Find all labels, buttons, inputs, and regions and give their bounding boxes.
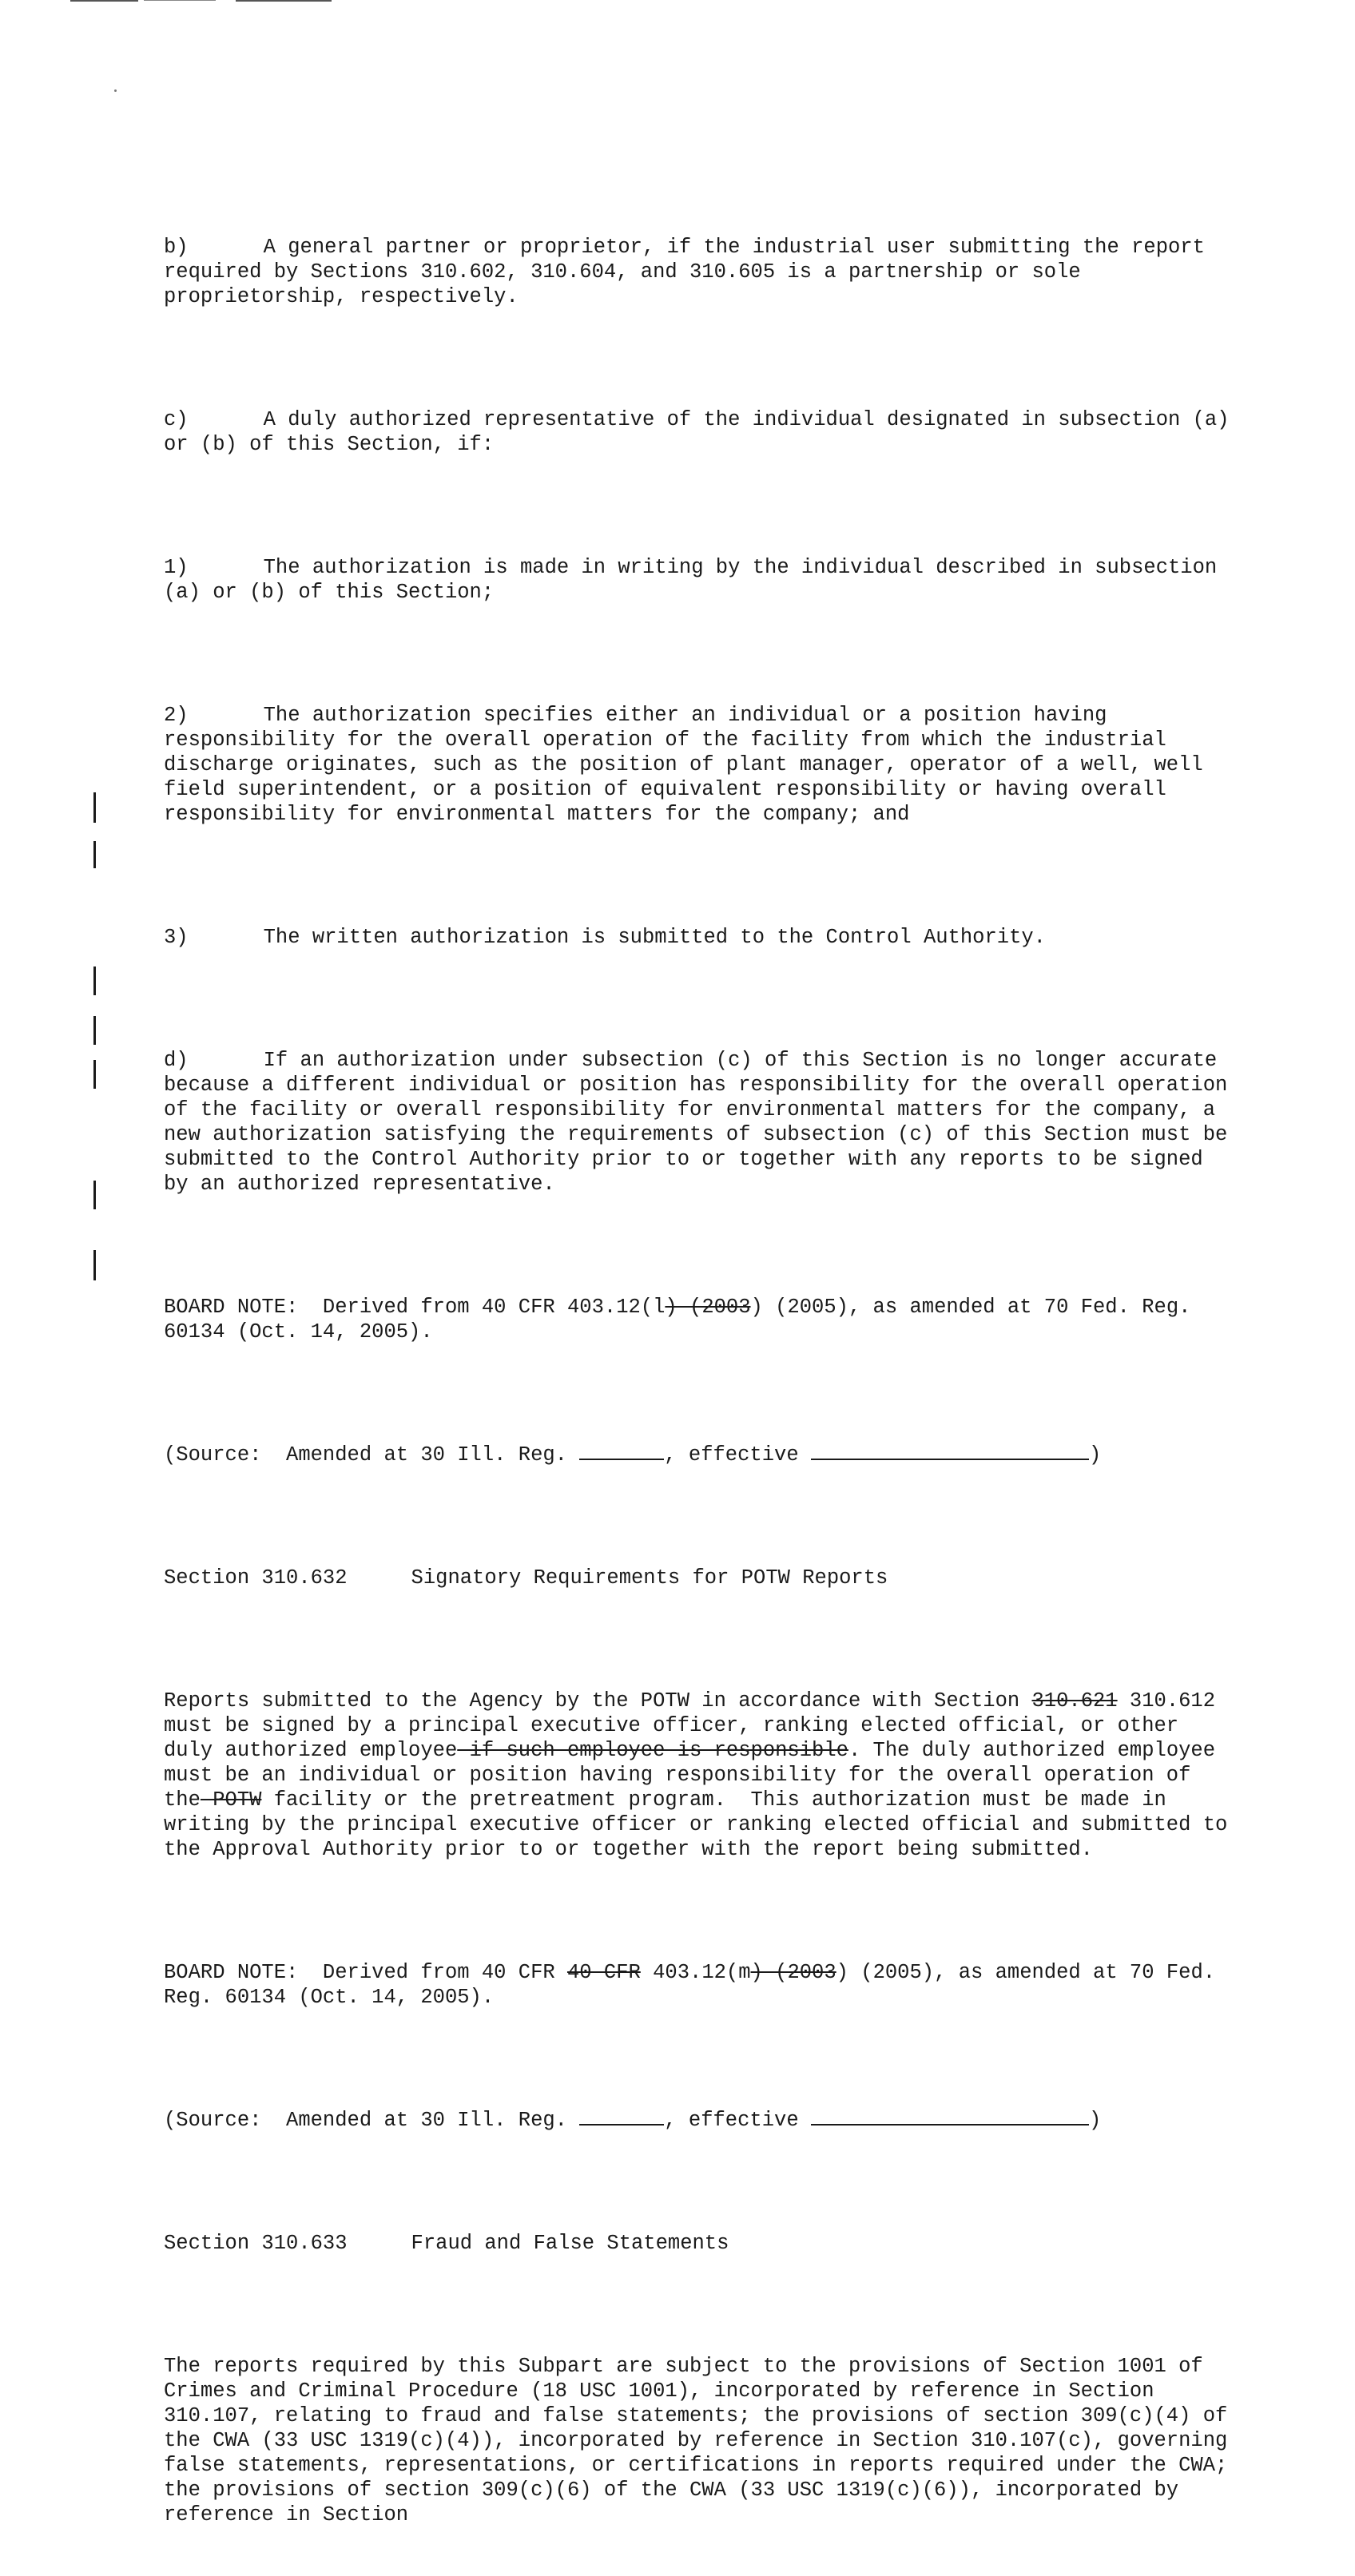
struck-blank xyxy=(963,2112,1089,2125)
revision-bar xyxy=(93,792,96,823)
paragraph-c3 xyxy=(164,925,1234,950)
revision-bar xyxy=(93,841,96,868)
paragraph-text: If an authorization under subsection (c) of this Section is no longer accurate because a different individual or position has responsibility for the overall operation of the facility or overall responsibility for environmental matters for the company, a new authorization satisfying the requirements of subsection (c) of this Section must be submitted to the Control Authority prior to or together with any reports to be signed by an authorized representative. xyxy=(164,1049,1240,1196)
struck-text: if such employee is responsible xyxy=(457,1739,848,1762)
paragraph-text: A duly authorized representative of the individual designated in subsection (a) or (b) of this Section, if: xyxy=(164,408,1242,456)
paragraph-number: 2) xyxy=(164,704,189,727)
revision-bar xyxy=(93,1060,96,1089)
paragraph-text: The authorization specifies either an individual or a position having responsibility for the overall operation of the facility from which the industrial discharge originates, such as the position of plant manager, operator of a well, well field superintendent, or a position of equivalent responsibility or having overall responsibility for environmental matters for the company; and xyxy=(164,704,1216,826)
revision-bar xyxy=(93,966,96,995)
struck-text: ) (2003 xyxy=(665,1296,751,1319)
section-number: Section 310.632 xyxy=(164,1566,348,1590)
struck-blank xyxy=(963,1447,1089,1460)
board-note-2: BOARD NOTE: Derived from 40 CFR 40 CFR 403.12(m) (2003) (2005), as amended at 70 Fed. Reg. 60134 (Oct. 14, 2005). xyxy=(164,1961,1228,2009)
blank-line xyxy=(579,2108,643,2125)
revision-bar xyxy=(93,1016,96,1045)
paragraph-c xyxy=(164,407,1242,457)
document-page xyxy=(164,185,1242,2576)
blank-line xyxy=(811,1443,963,1460)
paragraph-number: 3) xyxy=(164,926,189,949)
revision-bar xyxy=(93,1181,96,1209)
paragraph-number: b) xyxy=(164,236,189,259)
paragraph-b xyxy=(164,235,1234,309)
struck-blank xyxy=(643,2112,664,2125)
paragraph-text: The written authorization is submitted to the Control Authority. xyxy=(263,926,1046,949)
struck-blank xyxy=(643,1447,664,1460)
section-title: Fraud and False Statements xyxy=(411,2232,729,2255)
blank-line xyxy=(579,1443,643,1460)
paragraph-c2 xyxy=(164,703,1234,827)
source-note-1: (Source: Amended at 30 Ill. Reg. , effective ) xyxy=(164,1443,1102,1467)
section-310-632-heading xyxy=(164,1566,1234,1590)
paragraph-d xyxy=(164,1048,1240,1197)
board-note-1: BOARD NOTE: Derived from 40 CFR 403.12(l) (2003) (2005), as amended at 70 Fed. Reg. 60134 (Oct. 14, 2005). xyxy=(164,1296,1203,1344)
section-310-633-body: The reports required by this Subpart are subject to the provisions of Section 1001 of Crimes and Criminal Procedure (18 USC 1001), incorporated by reference in Section 310.107, relating to fraud and false statements; the provisions of section 309(c)(4) of the CWA (33 USC 1319(c)(4)), incorporated by reference in Section 310.107(c), governing false statements, representations, or certifications in reports required under the CWA; the provisions of section 309(c)(6) of the CWA (33 USC 1319(c)(6)), incorporated by reference in Section xyxy=(164,2355,1240,2526)
struck-text: 40 CFR xyxy=(566,1961,641,1984)
source-note-2: (Source: Amended at 30 Ill. Reg. , effective ) xyxy=(164,2109,1102,2132)
section-310-633-heading xyxy=(164,2231,1234,2256)
revision-bar xyxy=(93,1250,96,1280)
paragraph-text: A general partner or proprietor, if the industrial user submitting the report required by Sections 310.602, 310.604, and 310.605 is a partnership or sole proprietorship, respectively. xyxy=(164,236,1218,308)
blank-line xyxy=(811,2108,963,2125)
paragraph-number: d) xyxy=(164,1049,189,1072)
section-number: Section 310.633 xyxy=(164,2232,348,2255)
paragraph-number: 1) xyxy=(164,556,189,579)
struck-text: ) (2003 xyxy=(750,1961,836,1984)
paragraph-text: The authorization is made in writing by the individual described in subsection (a) or (b) of this Section; xyxy=(164,556,1230,604)
paragraph-c1 xyxy=(164,555,1234,605)
section-title: Signatory Requirements for POTW Reports xyxy=(411,1566,888,1590)
struck-text: 310.621 xyxy=(1031,1689,1118,1713)
paragraph-number: c) xyxy=(164,408,189,431)
section-310-632-body: Reports submitted to the Agency by the POTW in accordance with Section 310.621 310.612 must be signed by a principal executive officer, ranking elected official, or other duly authorized employee if such employee is responsible. The duly authorized employee must be an individual or position having responsibility for the overall operation of the POTW facility or the pretreatment program. This authorization must be made in writing by the principal executive officer or ranking elected official and submitted to the Approval Authority prior to or together with the report being submitted. xyxy=(164,1689,1240,1861)
struck-text: POTW xyxy=(200,1788,262,1812)
